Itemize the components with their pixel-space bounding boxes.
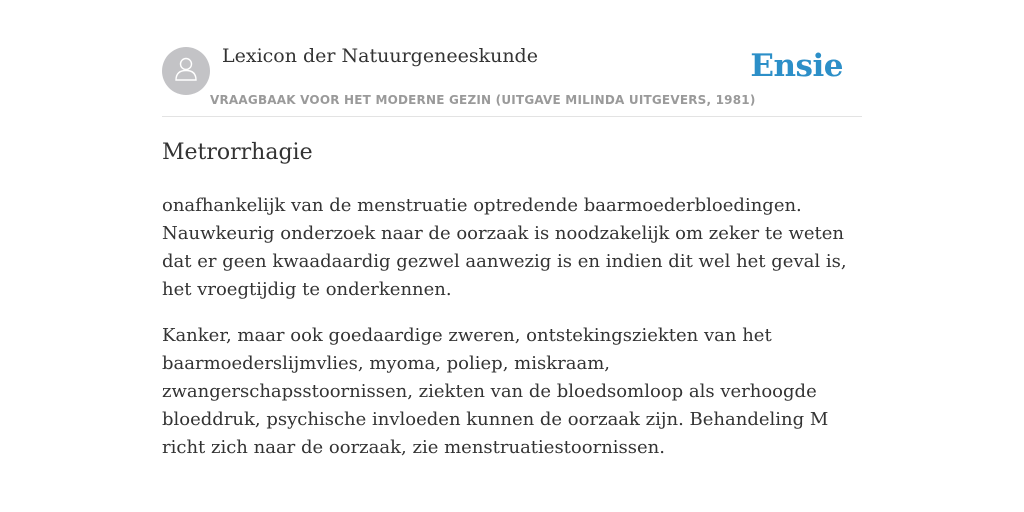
ensie-logo[interactable]: Ensie xyxy=(750,48,843,84)
entry-title: Metrorrhagie xyxy=(162,140,313,165)
entry-card xyxy=(162,0,862,458)
source-title[interactable]: Lexicon der Natuurgeneeskunde xyxy=(222,45,538,67)
entry-header xyxy=(162,0,862,117)
source-avatar[interactable] xyxy=(162,47,210,95)
entry-paragraph: onafhankelijk van de menstruatie optredende baarmoederbloedingen. Nauwkeurig onderzoek naar de oorzaak is noodzakelijk om zeker te weten dat er geen kwaadaardig gezwel aanwezig is en indien dit wel het geval is, het vroegtijdig te onderkennen. xyxy=(162,195,847,300)
entry-paragraph: Kanker, maar ook goedaardige zweren, ontstekingsziekten van het baarmoederslijmvlies, myoma, poliep, miskraam, zwangerschapsstoornissen, ziekten van de bloedsomloop als verhoogde bloeddruk, psychische invloeden kunnen de oorzaak zijn. Behandeling M richt zich naar de oorzaak, zie menstruatiestoornissen. xyxy=(162,325,829,458)
user-icon xyxy=(171,54,201,88)
source-subtitle: VRAAGBAAK VOOR HET MODERNE GEZIN (UITGAVE MILINDA UITGEVERS, 1981) xyxy=(210,93,756,107)
entry-body xyxy=(162,192,862,480)
